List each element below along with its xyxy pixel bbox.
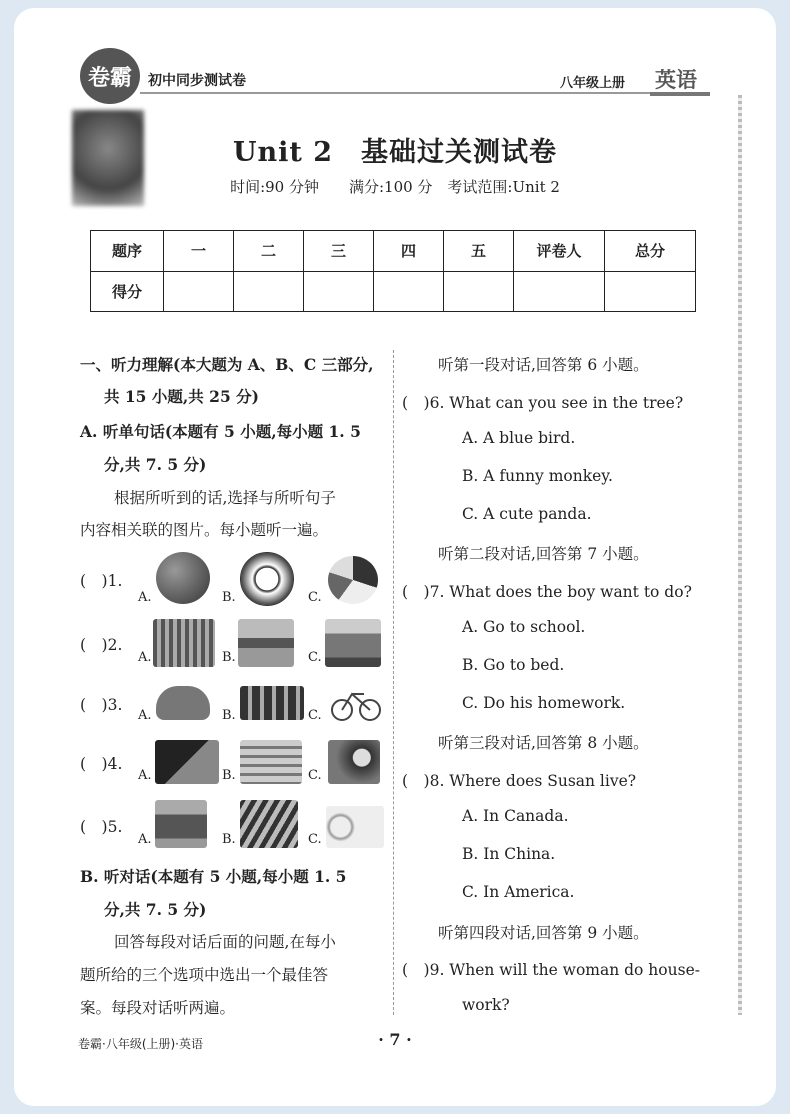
option-6b: B. A funny monkey. xyxy=(462,467,613,485)
score-blank[interactable] xyxy=(444,271,514,312)
option-8b: B. In China. xyxy=(462,845,556,863)
part-a-heading: A. 听单句话(本题有 5 小题,每小题 1. 5 xyxy=(80,422,361,441)
books-image xyxy=(240,740,302,784)
score-blank[interactable] xyxy=(234,271,304,312)
option-a-label: A. xyxy=(138,708,152,723)
elephant-image xyxy=(155,800,207,848)
question-7: ( )7. What does the boy want to do? xyxy=(402,583,692,601)
column-divider xyxy=(393,350,394,1015)
bus-image xyxy=(240,686,304,720)
logo xyxy=(80,48,140,104)
car-image xyxy=(156,686,210,720)
footer-text: 卷霸·八年级(上册)·英语 xyxy=(78,1037,203,1051)
dialog-intro: 听第三段对话,回答第 8 小题。 xyxy=(438,734,649,752)
soccer-ball-image xyxy=(240,552,294,606)
score-cell: 一 xyxy=(164,231,234,272)
subject-underline xyxy=(650,92,710,96)
score-blank[interactable] xyxy=(605,271,696,312)
score-cell: 三 xyxy=(304,231,374,272)
question-9-cont: work? xyxy=(462,996,510,1014)
series-name: 初中同步测试卷 xyxy=(148,73,246,89)
option-7b: B. Go to bed. xyxy=(462,656,565,674)
page-number: · 7 · xyxy=(378,1030,412,1049)
option-b-label: B. xyxy=(222,650,236,665)
option-c-label: C. xyxy=(308,590,322,605)
option-b-label: B. xyxy=(222,832,236,847)
option-8c: C. In America. xyxy=(462,883,575,901)
option-b-label: B. xyxy=(222,590,236,605)
school-building-image xyxy=(325,619,381,667)
part-b-instruction-cont: 题所给的三个选项中选出一个最佳答 xyxy=(80,966,329,984)
part-a-instruction-cont: 内容相关联的图片。每小题听一遍。 xyxy=(80,521,329,539)
option-7c: C. Do his homework. xyxy=(462,694,626,712)
basketball-image xyxy=(156,552,210,604)
subject-label: 英语 xyxy=(655,68,697,92)
grade-label: 八年级上册 xyxy=(560,76,626,91)
option-c-label: C. xyxy=(308,768,322,783)
score-blank[interactable] xyxy=(164,271,234,312)
dialog-intro: 听第二段对话,回答第 7 小题。 xyxy=(438,545,649,563)
score-blank[interactable] xyxy=(514,271,605,312)
logo-text: 卷霸 xyxy=(87,65,132,91)
option-6a: A. A blue bird. xyxy=(462,429,576,447)
part-b-instruction: 回答每段对话后面的问题,在每小 xyxy=(114,933,336,951)
exam-info: 时间:90 分钟 满分:100 分 考试范围:Unit 2 xyxy=(230,178,560,196)
score-cell: 评卷人 xyxy=(514,231,605,272)
question-number: ( )5. xyxy=(80,818,123,836)
score-table xyxy=(90,230,696,312)
header-rule xyxy=(140,92,710,94)
score-cell: 五 xyxy=(444,231,514,272)
question-number: ( )3. xyxy=(80,696,123,714)
option-b-label: B. xyxy=(222,708,236,723)
girl-painting-image xyxy=(328,740,380,784)
question-number: ( )2. xyxy=(80,636,123,654)
score-cell: 二 xyxy=(234,231,304,272)
section-heading: 一、听力理解(本大题为 A、B、C 三部分, xyxy=(80,355,374,374)
question-6: ( )6. What can you see in the tree? xyxy=(402,394,684,412)
page-title: Unit 2 基础过关测试卷 xyxy=(232,137,558,168)
part-a-instruction: 根据所听到的话,选择与所听句子 xyxy=(114,489,336,507)
section-heading-cont: 共 15 小题,共 25 分) xyxy=(104,387,259,406)
option-c-label: C. xyxy=(308,650,322,665)
option-6c: C. A cute panda. xyxy=(462,505,592,523)
score-cell: 得分 xyxy=(91,271,164,312)
option-a-label: A. xyxy=(138,650,152,665)
volleyball-image xyxy=(328,556,378,604)
score-cell: 总分 xyxy=(605,231,696,272)
part-b-instruction-cont: 案。每段对话听两遍。 xyxy=(80,999,236,1017)
bicycle-icon xyxy=(330,682,382,722)
option-a-label: A. xyxy=(138,832,152,847)
option-8a: A. In Canada. xyxy=(462,807,569,825)
binding-rope xyxy=(738,95,742,1015)
dialog-intro: 听第一段对话,回答第 6 小题。 xyxy=(438,356,649,374)
dialog-intro: 听第四段对话,回答第 9 小题。 xyxy=(438,924,649,942)
score-blank[interactable] xyxy=(374,271,444,312)
question-number: ( )4. xyxy=(80,755,123,773)
option-c-label: C. xyxy=(308,708,322,723)
score-cell: 题序 xyxy=(91,231,164,272)
question-number: ( )1. xyxy=(80,572,123,590)
question-8: ( )8. Where does Susan live? xyxy=(402,772,637,790)
option-7a: A. Go to school. xyxy=(462,618,586,636)
part-b-heading: B. 听对话(本题有 5 小题,每小题 1. 5 xyxy=(80,867,347,886)
score-cell: 四 xyxy=(374,231,444,272)
option-c-label: C. xyxy=(308,832,322,847)
classroom-image xyxy=(238,619,294,667)
part-a-heading-cont: 分,共 7. 5 分) xyxy=(104,455,207,474)
tiger-image xyxy=(240,800,298,848)
option-a-label: A. xyxy=(138,590,152,605)
option-a-label: A. xyxy=(138,768,152,783)
library-image xyxy=(153,619,215,667)
question-9: ( )9. When will the woman do house- xyxy=(402,961,700,979)
part-b-heading-cont: 分,共 7. 5 分) xyxy=(104,900,207,919)
score-blank[interactable] xyxy=(304,271,374,312)
bicycle-image xyxy=(330,682,382,722)
puppies-image xyxy=(326,806,384,848)
piano-image xyxy=(155,740,219,784)
option-b-label: B. xyxy=(222,768,236,783)
